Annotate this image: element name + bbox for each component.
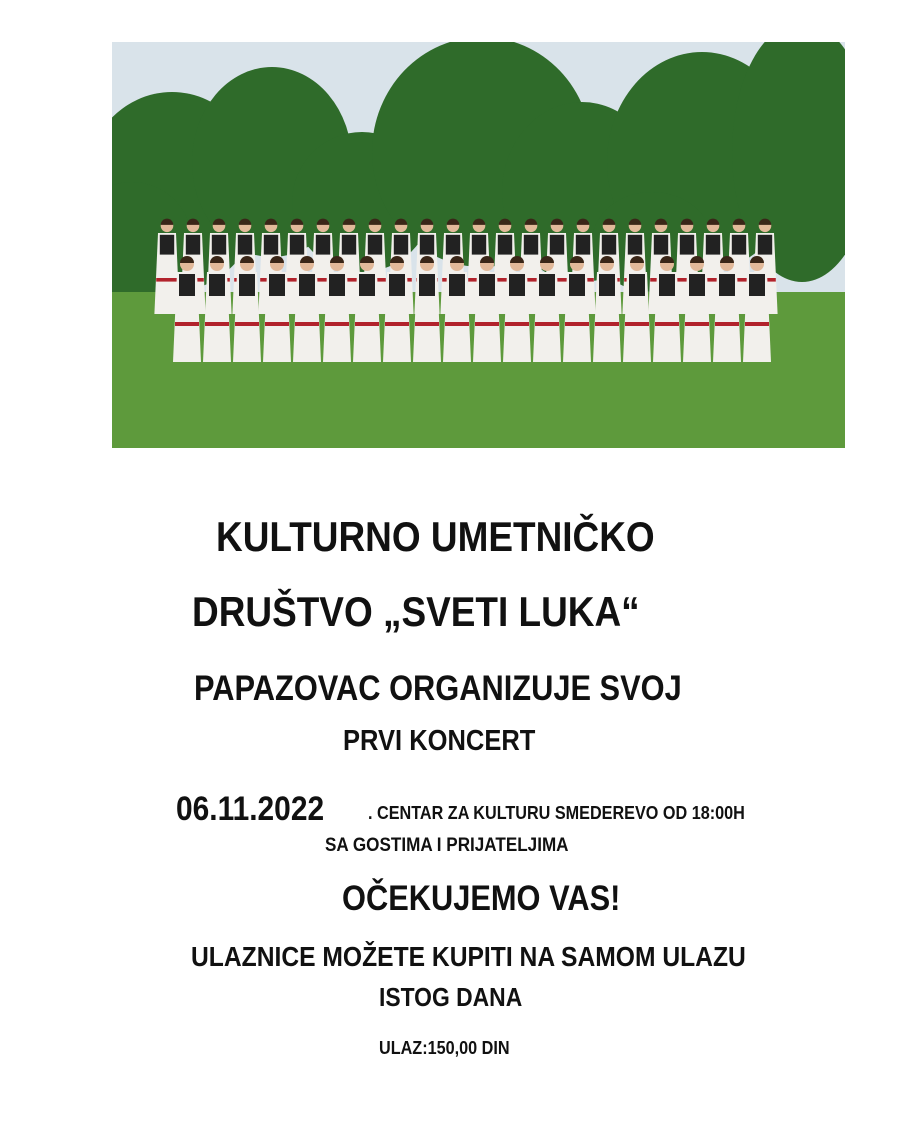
title-line-1: KULTURNO UMETNIČKO [216,513,655,560]
tickets-line-2: ISTOG DANA [379,982,523,1012]
group-photo [112,42,845,448]
price-line: ULAZ:150,00 DIN [379,1038,510,1058]
event-venue: . CENTAR ZA KULTURU SMEDEREVO OD 18:00H [368,803,745,823]
guests-line: SA GOSTIMA I PRIJATELJIMA [325,835,569,856]
invite-line: OČEKUJEMO VAS! [342,879,621,918]
event-date: 06.11.2022 [176,790,325,828]
tickets-line-1: ULAZNICE MOŽETE KUPITI NA SAMOM ULAZU [191,941,746,972]
subtitle-line-2: PRVI KONCERT [343,725,536,757]
subtitle-line-1: PAPAZOVAC ORGANIZUJE SVOJ [194,669,682,708]
date-venue-line [176,790,745,828]
title-line-2: DRUŠTVO „SVETI LUKA“ [192,588,640,635]
group-photo-image [112,42,845,448]
